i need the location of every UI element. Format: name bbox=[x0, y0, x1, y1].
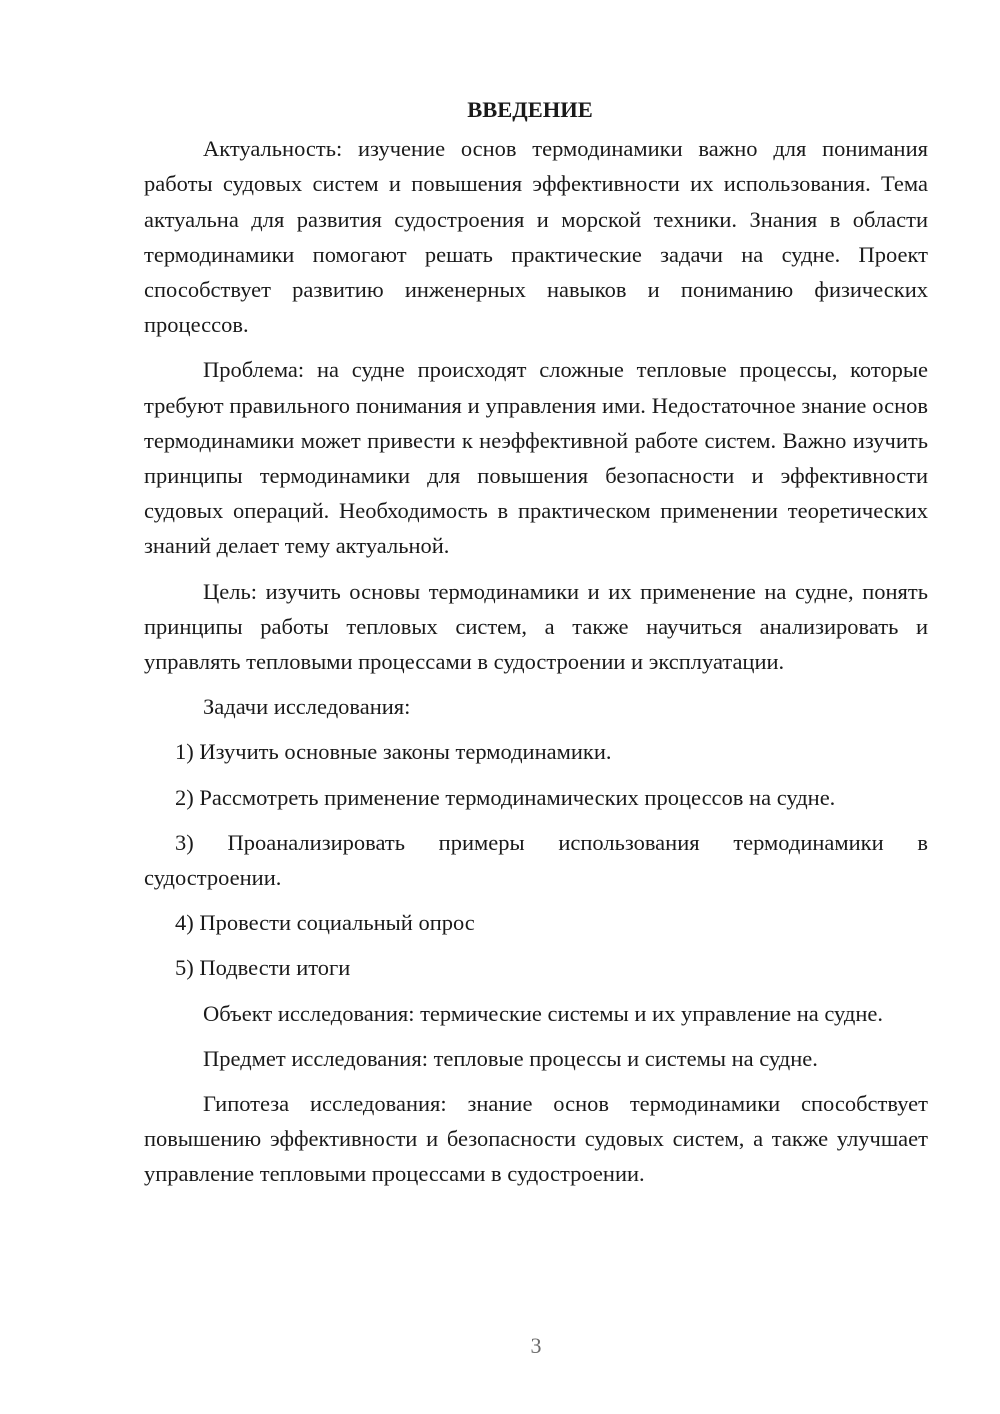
section-heading-text: ВВЕДЕНИЕ bbox=[467, 97, 593, 122]
list-item: 3) Проанализировать примеры использования термодинамики в судостроении. bbox=[144, 829, 928, 891]
page-number: 3 bbox=[530, 1333, 542, 1358]
document-page bbox=[144, 92, 928, 1192]
list-item: 2) Рассмотреть применение термодинамических процессов на судне. bbox=[175, 784, 836, 810]
tasks-list bbox=[144, 734, 928, 985]
paragraph-problem: Проблема: на судне происходят сложные тепловые процессы, которые требуют правильного понимания и управления ими. Недостаточное знание основ термодинамики может привести к неэффективной работе систем. Важно изучить принципы термодинамики для повышения безопасности и эффективности судовых операций. Необходимость в практическом применении теоретических знаний делает тему актуальной. bbox=[144, 357, 928, 559]
paragraph-goal: Цель: изучить основы термодинамики и их применение на судне, понять принципы работы тепловых систем, а также научиться анализировать и управлять тепловыми процессами в судостроении и эксплуатации. bbox=[144, 578, 928, 675]
list-item: 5) Подвести итоги bbox=[175, 955, 351, 981]
tasks-title: Задачи исследования: bbox=[203, 694, 411, 720]
section-heading bbox=[144, 92, 928, 127]
paragraph-hypothesis: Гипотеза исследования: знание основ термодинамики способствует повышению эффективности и безопасности судовых систем, а также улучшает управление тепловыми процессами в судостроении. bbox=[144, 1091, 928, 1187]
paragraph-subject: Предмет исследования: тепловые процессы и системы на судне. bbox=[203, 1045, 818, 1071]
list-item: 1) Изучить основные законы термодинамики. bbox=[175, 739, 612, 765]
paragraph-relevance: Актуальность: изучение основ термодинамики важно для понимания работы судовых систем и повышения эффективности их использования. Тема актуальна для развития судостроения и морской техники. Знания в области термодинамики помогают решать практические задачи на судне. Проект способствует развитию инженерных навыков и пониманию физических процессов. bbox=[144, 136, 928, 338]
paragraph-object: Объект исследования: термические системы и их управление на судне. bbox=[203, 1000, 883, 1026]
list-item: 4) Провести социальный опрос bbox=[175, 910, 475, 936]
